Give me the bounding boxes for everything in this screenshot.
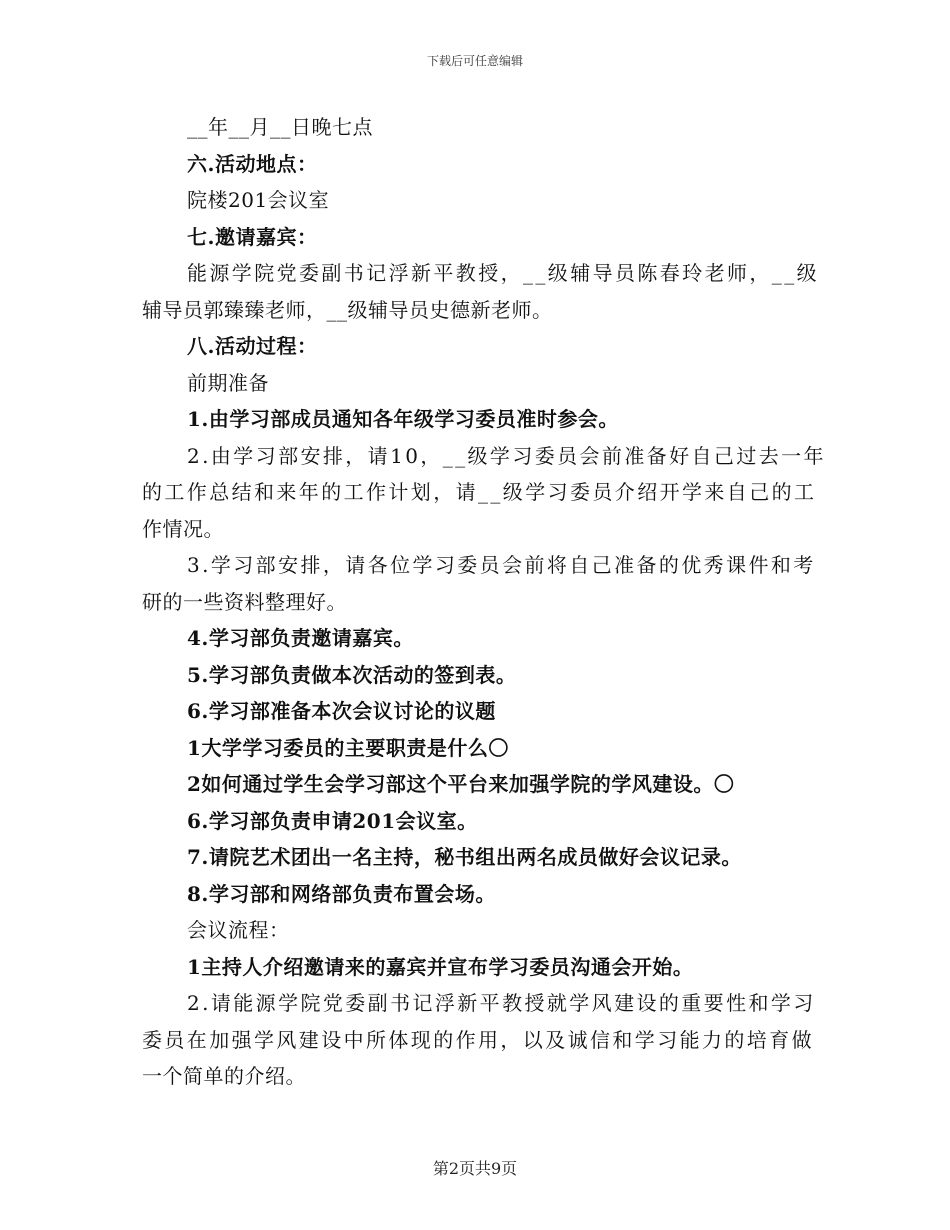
page-header: 下载后可任意编辑 [426,54,523,68]
text-line: 2.由学习部安排，请10，__级学习委员会前准备好自己过去一年 [187,443,826,468]
text-line: 前期准备 [187,370,269,395]
text-line: 院楼201会议室 [187,188,330,212]
text-line: 八.活动过程： [187,334,318,358]
text-line: 的工作总结和来年的工作计划，请__级学习委员介绍开学来自己的工 [142,480,817,504]
text-line: 8.学习部和网络部负责布置会场。 [187,881,496,906]
text-line: 5.学习部负责做本次活动的签到表。 [187,662,517,687]
text-line: 作情况。 [142,516,224,541]
text-line: 七.邀请嘉宾： [187,224,318,249]
text-line: __年__月__日晚七点 [187,115,373,139]
text-line: 六.活动地点： [187,151,318,176]
text-line: 一个简单的介绍。 [142,1064,306,1088]
text-line: 6.学习部负责申请201会议室。 [187,808,478,833]
text-line: 7.请院艺术团出一名主持，秘书组出两名成员做好会议记录。 [187,845,742,869]
text-line: 6.学习部准备本次会议讨论的议题 [187,699,496,723]
document-body [142,109,826,1095]
text-line: 1主持人介绍邀请来的嘉宾并宣布学习委员沟通会开始。 [187,954,694,979]
page-footer: 第2页共9页 [432,1159,518,1178]
text-line: 研的一些资料整理好。 [142,589,347,614]
text-line: 会议流程： [187,918,290,942]
text-line: 委员在加强学风建设中所体现的作用，以及诚信和学习能力的培育做 [142,1027,814,1052]
text-line: 2.请能源学院党委副书记浮新平教授就学风建设的重要性和学习 [187,991,816,1015]
text-line: 1大学学习委员的主要职责是什么〇 [187,735,509,760]
text-line: 能源学院党委副书记浮新平教授，__级辅导员陈春玲老师，__级 [187,261,819,285]
text-line: 2如何通过学生会学习部这个平台来加强学院的学风建设。〇 [187,772,735,796]
text-line: 辅导员郭臻臻老师，__级辅导员史德新老师。 [142,297,553,322]
text-line: 3.学习部安排，请各位学习委员会前将自己准备的优秀课件和考 [187,553,816,577]
text-line: 1.由学习部成员通知各年级学习委员准时参会。 [187,407,619,431]
text-line: 4.学习部负责邀请嘉宾。 [187,626,414,650]
